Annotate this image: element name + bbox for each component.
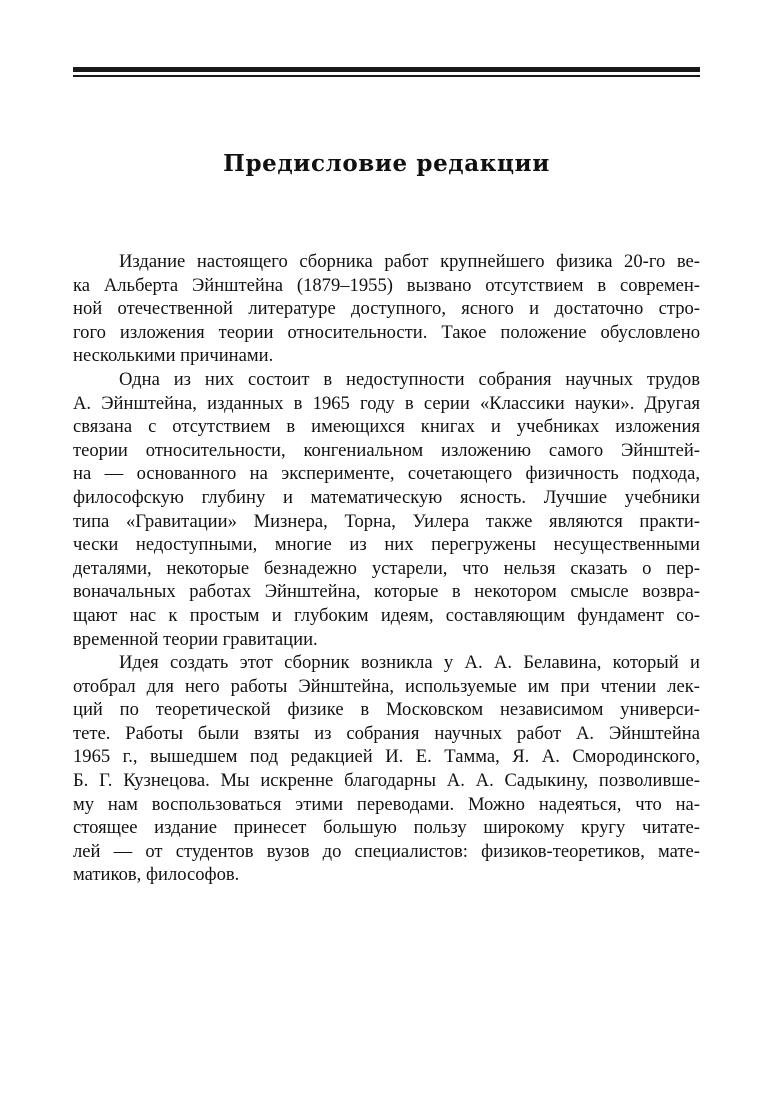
text-line: Б. Г. Кузнецова. Мы искренне благодарны А. А. Садыкину, позволивше- [73, 770, 700, 792]
text-line: воначальных работах Эйнштейна, которые в некотором смысле возвра- [73, 581, 700, 603]
text-line: деталями, некоторые безнадежно устарели, что нельзя сказать о пер- [73, 557, 700, 579]
text-line: Одна из них состоит в недоступности собрания научных трудов [119, 368, 700, 390]
page-title: Предисловие редакции [223, 150, 550, 177]
text-line: Издание настоящего сборника работ крупнейшего физика 20-го ве- [119, 251, 700, 272]
top-rule-thick [73, 67, 700, 72]
text-line: типа «Гравитации» Мизнера, Торна, Уилера также являются практи- [73, 510, 700, 532]
body-text [73, 250, 700, 887]
text-line: теории относительности, конгениальном изложению самого Эйнштей- [73, 439, 700, 461]
text-line: 1965 г., вышедшем под редакцией И. Е. Тамма, Я. А. Смородинского, [73, 746, 700, 768]
text-line: связана с отсутствием в имеющихся книгах и учебниках изложения [73, 416, 700, 438]
text-line: матиков, философов. [73, 864, 240, 886]
text-line: отобрал для него работы Эйнштейна, используемые им при чтении лек- [73, 675, 700, 697]
text-line: ной отечественной литературе доступного, ясного и достаточно стро- [73, 298, 700, 320]
text-line: тете. Работы были взяты из собрания научных работ А. Эйнштейна [73, 722, 700, 744]
text-line: чески недоступными, многие из них перегружены несущественными [73, 534, 700, 556]
text-line: щают нас к простым и глубоким идеям, составляющим фундамент со- [73, 604, 700, 626]
paragraph-2 [73, 368, 700, 651]
text-line: ка Альберта Эйнштейна (1879–1955) вызвано отсутствием в современ- [73, 274, 700, 296]
text-line: лей — от студентов вузов до специалистов: физиков-теоретиков, мате- [73, 840, 700, 862]
text-line: гого изложения теории относительности. Такое положение обусловлено [73, 321, 700, 343]
text-line: несколькими причинами. [73, 345, 274, 367]
top-rule-thin [73, 75, 700, 77]
text-line: му нам воспользоваться этими переводами. Можно надеяться, что на- [73, 793, 700, 815]
text-line: А. Эйнштейна, изданных в 1965 году в серии «Классики науки». Другая [73, 392, 700, 414]
text-line: Идея создать этот сборник возникла у А. А. Белавина, который и [119, 652, 700, 674]
paragraph-3 [73, 651, 700, 887]
text-line: стоящее издание принесет большую пользу широкому кругу читате- [73, 817, 700, 839]
text-line: на — основанного на эксперименте, сочетающего физичность подхода, [73, 463, 700, 485]
text-line: временной теории гравитации. [73, 628, 318, 650]
text-line: ций по теоретической физике в Московском независимом универси- [73, 699, 700, 721]
text-line: философскую глубину и математическую ясность. Лучшие учебники [73, 486, 700, 508]
paragraph-1 [73, 250, 700, 368]
